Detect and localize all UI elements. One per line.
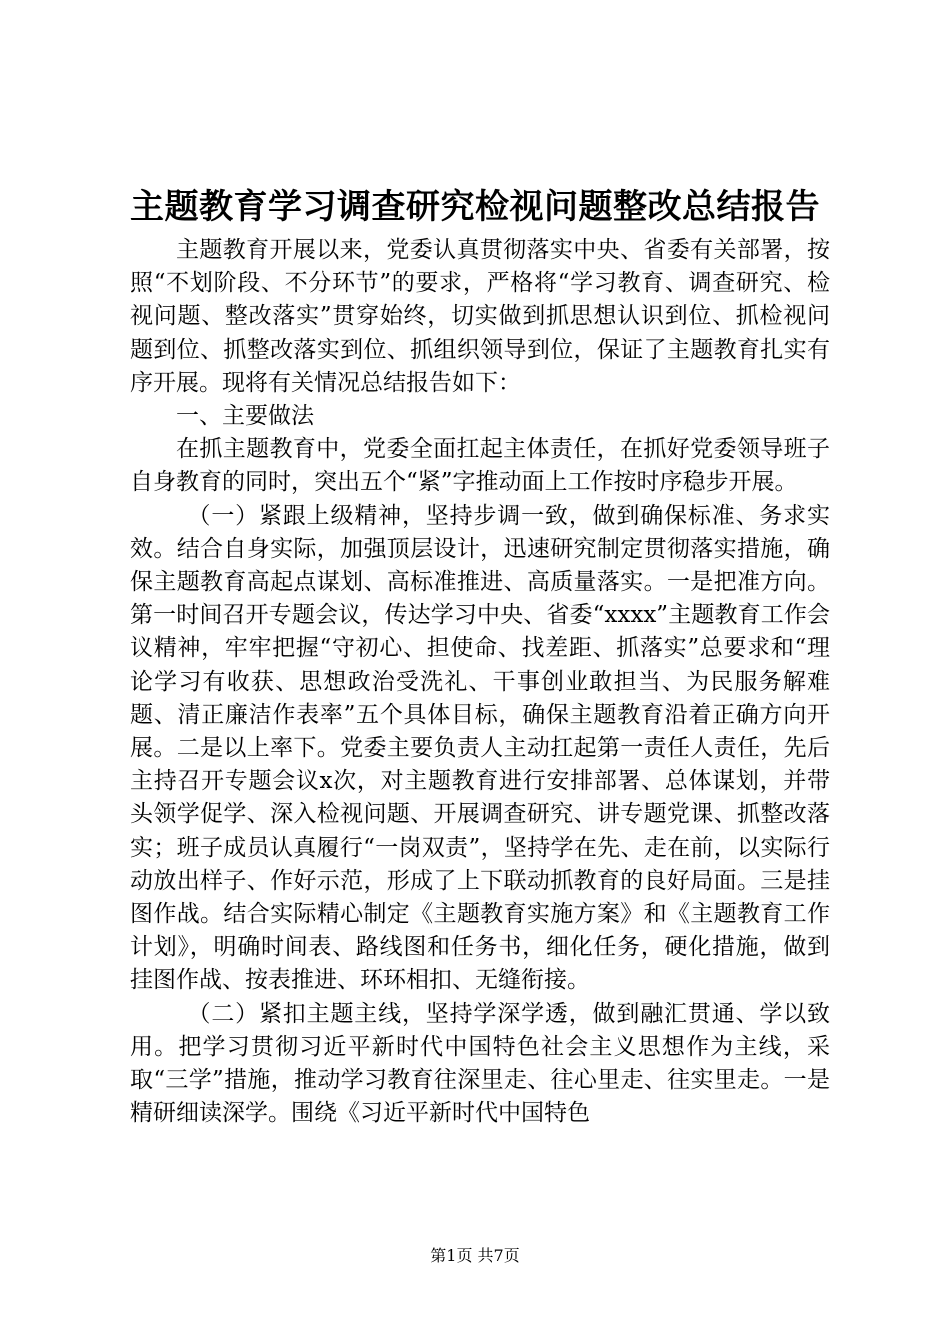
- document-body: [130, 234, 830, 1130]
- section-heading-main-practices: 一、主要做法: [176, 403, 314, 430]
- page-number: 第1页 共7页: [430, 1246, 520, 1265]
- paragraph-point-2: （二）紧扣主题主线，坚持学深学透，做到融汇贯通、学以致用。把学习贯彻习近平新时代中国特色社会主义思想作为主线，采取“三学”措施，推动学习教育往深里走、往心里走、往实里走。一是精研细读深学。围绕《习近平新时代中国特色: [130, 1000, 830, 1127]
- paragraph-intro: 主题教育开展以来，党委认真贯彻落实中央、省委有关部署，按照“不划阶段、不分环节”的要求，严格将“学习教育、调查研究、检视问题、整改落实”贯穿始终，切实做到抓思想认识到位、抓检视问题到位、抓整改落实到位、抓组织领导到位，保证了主题教育扎实有序开展。现将有关情况总结报告如下：: [130, 237, 830, 396]
- paragraph-overview: 在抓主题教育中，党委全面扛起主体责任，在抓好党委领导班子自身教育的同时，突出五个“紧”字推动面上工作按时序稳步开展。: [130, 436, 830, 496]
- paragraph-point-1: （一）紧跟上级精神，坚持步调一致，做到确保标准、务求实效。结合自身实际，加强顶层设计，迅速研究制定贯彻落实措施，确保主题教育高起点谋划、高标准推进、高质量落实。一是把准方向。第一时间召开专题会议，传达学习中央、省委“xxxx”主题教育工作会议精神，牢牢把握“守初心、担使命、找差距、抓落实”总要求和“理论学习有收获、思想政治受洗礼、干事创业敢担当、为民服务解难题、清正廉洁作表率”五个具体目标，确保主题教育沿着正确方向开展。二是以上率下。党委主要负责人主动扛起第一责任人责任，先后主持召开专题会议x次，对主题教育进行安排部署、总体谋划，并带头领学促学、深入检视问题、开展调查研究、讲专题党课、抓整改落实；班子成员认真履行“一岗双责”，坚持学在先、走在前，以实际行动放出样子、作好示范，形成了上下联动抓教育的良好局面。三是挂图作战。结合实际精心制定《主题教育实施方案》和《主题教育工作计划》，明确时间表、路线图和任务书，细化任务，硬化措施，做到挂图作战、按表推进、环环相扣、无缝衔接。: [130, 502, 830, 994]
- document-title: 主题教育学习调查研究检视问题整改总结报告: [130, 187, 820, 227]
